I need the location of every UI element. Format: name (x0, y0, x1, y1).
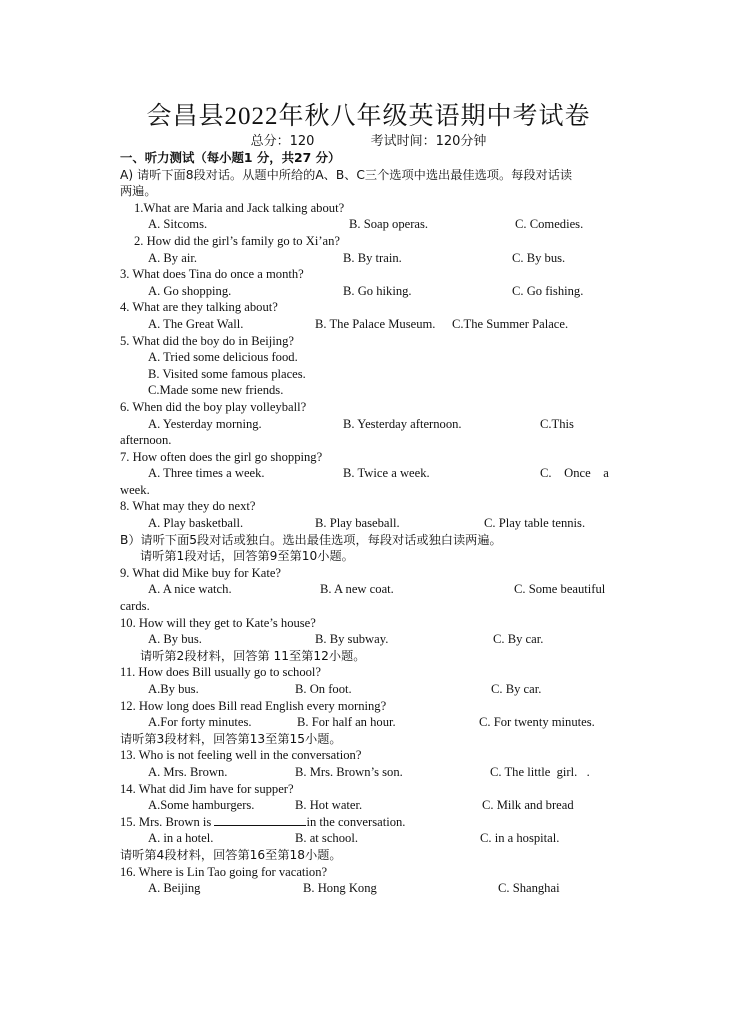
option-a: A. Three times a week. (148, 466, 265, 481)
material-4-instruction: 请听第4段材料，回答第16至第18小题。 (120, 847, 342, 862)
options-15 (120, 830, 620, 847)
option-c-wrap: cards. (120, 599, 150, 614)
option-b: B. Soap operas. (349, 217, 429, 232)
question-8: 8. What may they do next? (120, 499, 256, 514)
question-14: 14. What did Jim have for supper? (120, 781, 294, 796)
option-a: A. Beijing (148, 881, 201, 896)
question-12: 12. How long does Bill read English every morning? (120, 698, 387, 713)
option-b: B. Twice a week. (343, 466, 430, 481)
option-c: C. Play table tennis. (484, 516, 586, 531)
options-8 (120, 515, 620, 532)
option-c: C. Some beautiful (514, 582, 606, 597)
part-a-instruction-cont: 两遍。 (120, 184, 157, 199)
option-c: C. Go fishing. (512, 283, 584, 298)
question-1: 1.What are Maria and Jack talking about? (134, 200, 345, 215)
option-c: C. By car. (491, 682, 542, 696)
option-b: B. A new coat. (320, 582, 394, 597)
option-a: A. Sitcoms. (148, 217, 208, 232)
options-1 (120, 216, 620, 233)
option-a: A.For forty minutes. (148, 715, 252, 730)
option-c: C. Once a (540, 466, 609, 481)
option-c: C. By car. (493, 632, 544, 647)
option-b: B. Hong Kong (303, 881, 377, 896)
exam-content (120, 150, 620, 897)
option-a: A. A nice watch. (148, 582, 232, 597)
options-11 (120, 681, 620, 698)
options-6 (120, 416, 620, 433)
options-12 (120, 714, 620, 731)
question-4: 4. What are they talking about? (120, 300, 278, 315)
option-a: A. Play basketball. (148, 516, 244, 531)
question-16: 16. Where is Lin Tao going for vacation? (120, 864, 328, 879)
part-a-instruction: A) 请听下面8段对话。从题中所给的A、B、C三个选项中选出最佳选项。每段对话读 (120, 167, 573, 182)
material-2-instruction: 请听第2段材料，回答第 11至第12小题。 (140, 648, 366, 663)
exam-info (0, 130, 737, 149)
option-b: B. Visited some famous places. (148, 366, 306, 381)
question-3: 3. What does Tina do once a month? (120, 267, 304, 282)
material-3-instruction: 请听第3段材料，回答第13至第15小题。 (120, 731, 342, 746)
question-11: 11. How does Bill usually go to school? (120, 665, 322, 680)
option-a: A. The Great Wall. (148, 316, 244, 331)
option-a: A. By air. (148, 250, 197, 265)
part-b-instruction: B）请听下面5段对话或独白。选出最佳选项，每段对话或独白读两遍。 (120, 532, 502, 547)
question-9: 9. What did Mike buy for Kate? (120, 565, 281, 580)
total-score: 总分：120 (250, 134, 315, 149)
question-15-end: in the conversation. (306, 814, 406, 829)
options-10 (120, 631, 620, 648)
option-b: B. The Palace Museum. (315, 316, 436, 331)
options-14 (120, 797, 620, 814)
options-16 (120, 880, 620, 897)
option-b: B. Play baseball. (315, 516, 400, 531)
options-2 (120, 250, 620, 267)
options-4 (120, 316, 620, 333)
option-b: B. Yesterday afternoon. (343, 416, 462, 431)
section-heading: 一、听力测试（每小题1 分，共27 分） (120, 150, 341, 165)
option-b: B. By subway. (315, 632, 389, 647)
option-c: C. For twenty minutes. (479, 715, 595, 730)
option-c: C. Comedies. (515, 217, 584, 232)
options-13 (120, 764, 620, 781)
option-a: A. Mrs. Brown. (148, 764, 228, 779)
options-7 (120, 465, 620, 482)
question-7: 7. How often does the girl go shopping? (120, 449, 323, 464)
option-a: A. By bus. (148, 632, 202, 647)
material-1-instruction: 请听第1段对话，回答第9至第10小题。 (140, 549, 354, 564)
question-10: 10. How will they get to Kate’s house? (120, 615, 316, 630)
exam-time: 考试时间：120分钟 (370, 134, 487, 149)
question-15 (120, 814, 620, 831)
option-b: B. On foot. (295, 682, 352, 696)
option-c: C.Made some new friends. (148, 383, 284, 398)
page-title: 会昌县2022年秋八年级英语期中考试卷 (146, 103, 591, 130)
option-b: B. For half an hour. (297, 715, 396, 730)
option-a: A. Tried some delicious food. (148, 350, 298, 365)
option-c: C. The little girl. . (490, 764, 590, 779)
option-b: B. at school. (295, 831, 358, 846)
option-b: B. By train. (343, 250, 402, 265)
option-c-wrap: week. (120, 482, 150, 497)
option-c: C.This (540, 416, 574, 431)
options-3 (120, 283, 620, 300)
option-c: C. By bus. (512, 250, 566, 265)
question-15-start: 15. Mrs. Brown is (120, 814, 215, 829)
option-a: A.By bus. (148, 682, 199, 696)
option-c: C. in a hospital. (480, 831, 560, 846)
option-c: C. Shanghai (498, 881, 560, 896)
question-2: 2. How did the girl’s family go to Xi’an? (134, 233, 341, 248)
option-b: B. Hot water. (295, 798, 363, 813)
answer-blank (214, 814, 306, 826)
option-a: A.Some hamburgers. (148, 798, 255, 813)
question-5: 5. What did the boy do in Beijing? (120, 333, 294, 348)
option-c: C.The Summer Palace. (452, 316, 569, 331)
option-a: A. Go shopping. (148, 283, 232, 298)
option-c: C. Milk and bread (482, 798, 574, 813)
option-a: A. in a hotel. (148, 831, 214, 846)
option-c-wrap: afternoon. (120, 433, 172, 448)
option-a: A. Yesterday morning. (148, 416, 262, 431)
options-9 (120, 581, 620, 598)
question-6: 6. When did the boy play volleyball? (120, 399, 307, 414)
question-13: 13. Who is not feeling well in the conversation? (120, 748, 362, 763)
option-b: B. Mrs. Brown’s son. (295, 764, 403, 779)
option-b: B. Go hiking. (343, 283, 412, 298)
